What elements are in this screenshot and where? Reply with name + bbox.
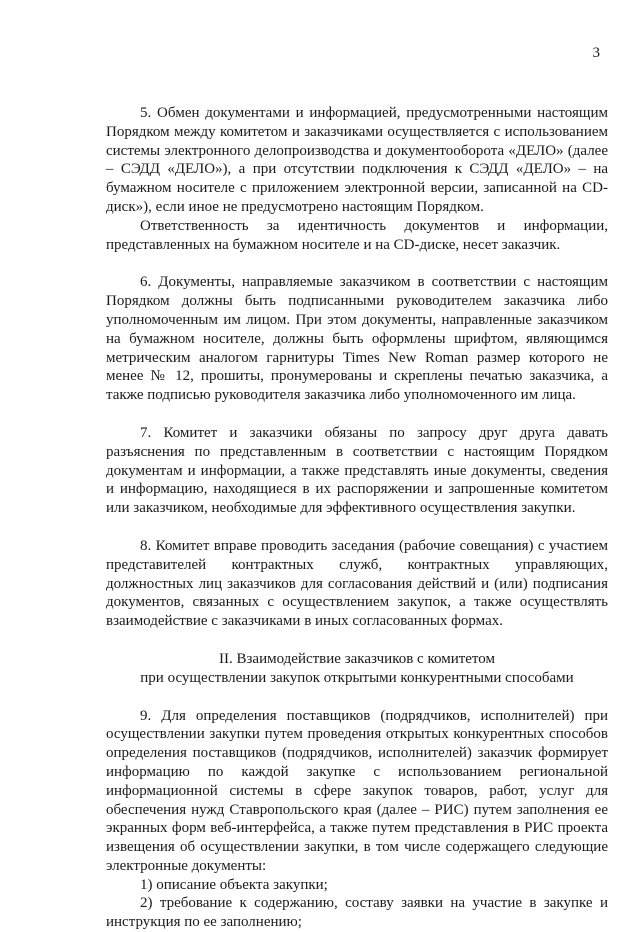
paragraph-8: 8. Комитет вправе проводить заседания (рабочие совещания) с участием представителей контрактных служб, контрактных управляющих, должностных лиц заказчиков для согласования действий и (или) подписания документов, связанных с осуществлением закупок, а также осуществлять взаимодействие с заказчиками в иных согласованных формах. <box>106 537 608 630</box>
paragraph-5-responsibility: Ответственность за идентичность документов и информации, представленных на бумажном носителе и на CD-диске, несет заказчик. <box>106 217 608 253</box>
paragraph-5: 5. Обмен документами и информацией, предусмотренными настоящим Порядком между комитетом и заказчиками осуществляется с использованием системы электронного делопроизводства и документооборота «ДЕЛО» (далее – СЭДД «ДЕЛО»), а при отсутствии подключения к СЭДД «ДЕЛО» – на бумажном носителе с приложением электронной версии, записанной на CD-диск»), если иное не предусмотрено настоящим Порядком. <box>106 105 608 215</box>
list-item: 2) требование к содержанию, составу заявки на участие в закупке и инструкция по ее заполнению; <box>106 895 608 931</box>
section-heading <box>106 650 608 688</box>
page-number: 3 <box>592 45 600 61</box>
section-heading-line-2: при осуществлении закупок открытыми конкурентными способами <box>140 669 574 686</box>
section-heading-line-1: II. Взаимодействие заказчиков с комитетом <box>218 650 495 667</box>
paragraph-7: 7. Комитет и заказчики обязаны по запросу друг друга давать разъяснения по представленным в соответствии с настоящим Порядком документам и информации, а также представлять иные документы, сведения и информацию, находящиеся в их распоряжении и запрошенные комитетом или заказчиком, необходимые для эффективного осуществления закупки. <box>106 424 608 517</box>
document-body <box>106 104 608 932</box>
paragraph-6: 6. Документы, направляемые заказчиком в соответствии с настоящим Порядком должны быть подписанными руководителем заказчика либо уполномоченным им лицом. При этом документы, направленные заказчиком на бумажном носителе, должны быть оформлены шрифтом, являющимся метрическим аналогом гарнитуры Times New Roman размер которого не менее № 12, прошиты, пронумерованы и скреплены печатью заказчика, а также подписью руководителя заказчика либо уполномоченного им лица. <box>106 274 608 404</box>
paragraph-9: 9. Для определения поставщиков (подрядчиков, исполнителей) при осуществлении закупки путем проведения открытых конкурентных способов определения поставщиков (подрядчиков, исполнителей) заказчик формирует информацию по каждой закупке с использованием региональной информационной системы в сфере закупок товаров, работ, услуг для обеспечения нужд Ставропольского края (далее – РИС) путем заполнения ее экранных форм веб-интерфейса, а также путем представления в РИС проекта извещения об осуществлении закупки, в том числе содержащего следующие электронные документы: <box>106 707 608 874</box>
list-item: 1) описание объекта закупки; <box>140 876 328 893</box>
